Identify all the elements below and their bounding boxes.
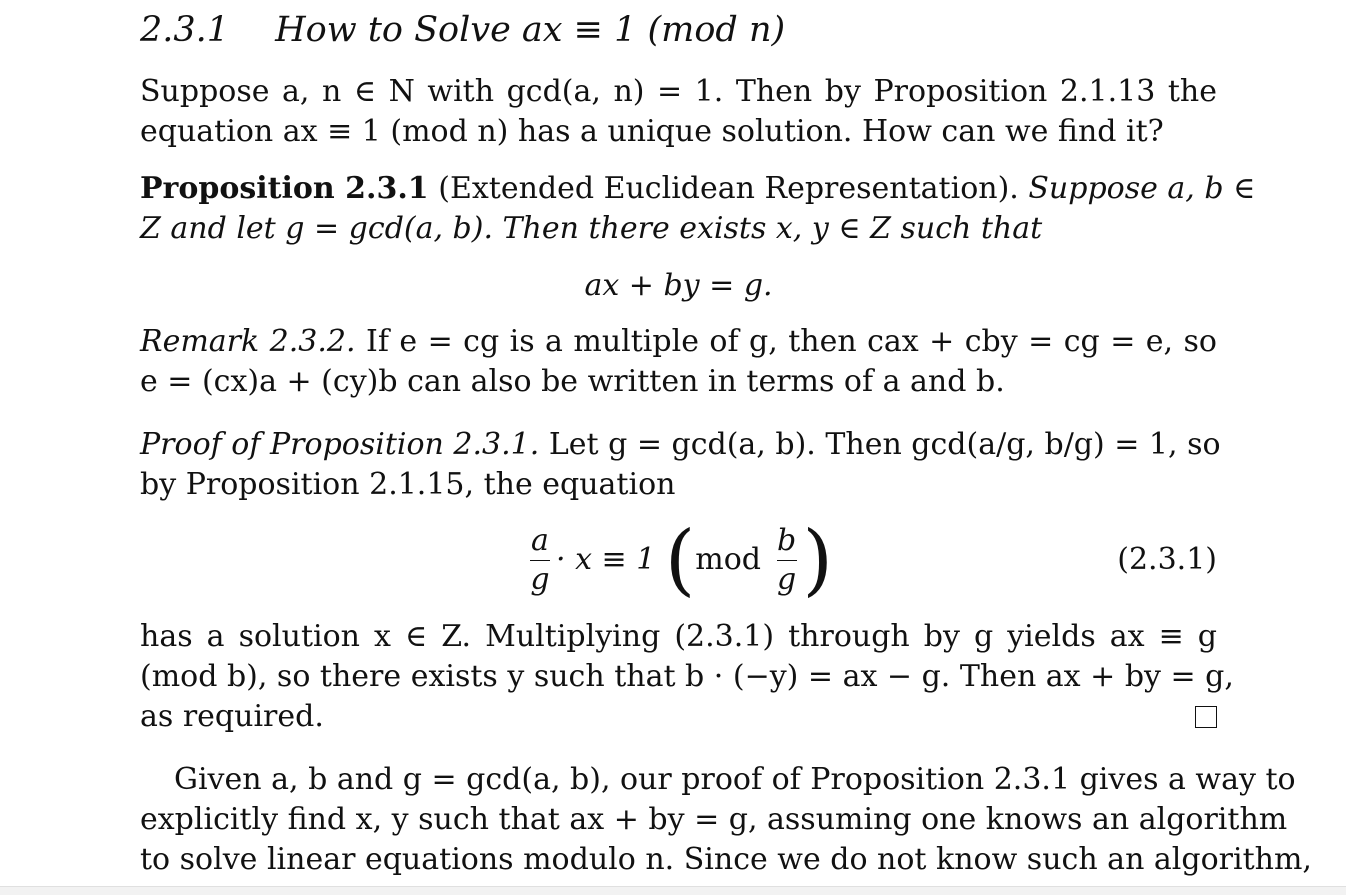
section-title: How to Solve ax ≡ 1 (mod n): [275, 10, 786, 50]
proof-line: (mod b), so there exists y such that b · (−y) = ax − g. Then ax + by = g,: [140, 659, 1234, 694]
closing-line: Given a, b and g = gcd(a, b), our proof of Proposition 2.3.1 gives a way to: [174, 762, 1296, 797]
intro-paragraph: [140, 72, 1217, 152]
proof-line: as required.: [140, 699, 324, 734]
equation-number: (2.3.1): [1117, 542, 1217, 577]
left-paren: (: [664, 515, 696, 605]
qed-box-icon: [1195, 706, 1217, 728]
equation-middle: · x ≡ 1: [556, 542, 656, 577]
section-heading: [140, 8, 785, 52]
proof-line: has a solution x ∈ Z. Multiplying (2.3.1) through by g yields ax ≡ g: [140, 619, 1217, 654]
proof-text: Let g = gcd(a, b). Then gcd(a/g, b/g) = 1, so: [548, 427, 1221, 462]
remark-text: If e = cg is a multiple of g, then cax + cby = cg = e, so: [365, 324, 1217, 359]
proposition-name: (Extended Euclidean Representation).: [438, 171, 1019, 206]
closing-line: explicitly find x, y such that ax + by = g, assuming one knows an algorithm: [140, 802, 1288, 837]
remark-label: Remark 2.3.2.: [140, 324, 356, 359]
proof-line: [140, 425, 1221, 465]
section-number: 2.3.1: [140, 10, 230, 50]
intro-line: equation ax ≡ 1 (mod n) has a unique solution. How can we find it?: [140, 114, 1164, 149]
proof-block: [140, 425, 1221, 505]
mod-word: mod: [695, 542, 761, 577]
right-paren: ): [802, 515, 833, 605]
proposition-statement: Suppose a, b ∈: [1028, 171, 1256, 206]
proposition-statement-line: Z and let g = gcd(a, b). Then there exists x, y ∈ Z such that: [140, 211, 1043, 246]
numbered-equation: [140, 515, 1217, 605]
fraction-b-over-g: $\frac{b}{g}$: [776, 522, 797, 597]
remark-block: [140, 322, 1217, 402]
proof-continuation: [140, 617, 1234, 737]
proof-line: by Proposition 2.1.15, the equation: [140, 467, 676, 502]
remark-line: [140, 322, 1217, 362]
fraction-a-over-g: $\frac{a}{g}$: [530, 522, 550, 597]
proposition-label: Proposition 2.3.1: [140, 171, 429, 206]
proof-label: Proof of Proposition 2.3.1.: [140, 427, 540, 462]
remark-line: e = (cx)a + (cy)b can also be written in terms of a and b.: [140, 364, 1005, 399]
display-equation: ax + by = g.: [584, 268, 773, 303]
closing-paragraph: [140, 760, 1312, 880]
proposition-block: [140, 169, 1256, 249]
proposition-line: [140, 169, 1256, 209]
closing-line: to solve linear equations modulo n. Since we do not know such an algorithm,: [140, 842, 1312, 877]
intro-line: Suppose a, n ∈ N with gcd(a, n) = 1. Then by Proposition 2.1.13 the: [140, 74, 1217, 109]
